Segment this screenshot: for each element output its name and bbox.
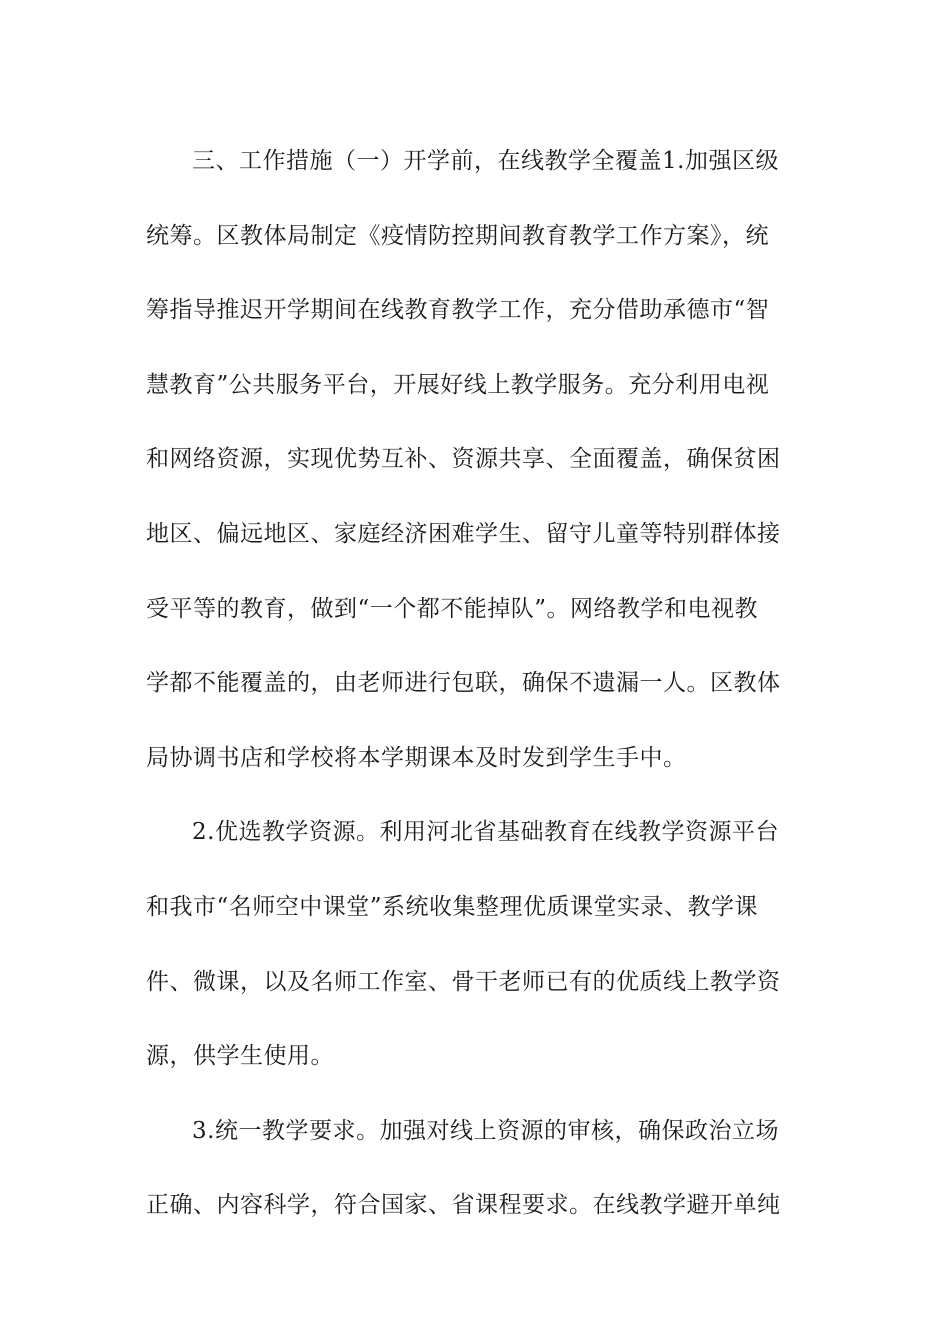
text-line: 统筹。区教体局制定《疫情防控期间教育教学工作方案》，统 xyxy=(146,222,769,249)
text-line: 局协调书店和学校将本学期课本及时发到学生手中。 xyxy=(146,744,687,771)
body-text xyxy=(146,124,806,1243)
text-line: 和我市“名师空中课堂”系统收集整理优质课堂实录、教学课 xyxy=(146,893,759,920)
text-line: 件、微课，以及名师工作室、骨干老师已有的优质线上教学资 xyxy=(146,968,781,995)
text-line: 筹指导推迟开学期间在线教育教学工作，充分借助承德市“智 xyxy=(146,297,770,324)
text-line: 2.优选教学资源。利用河北省基础教育在线教学资源平台 xyxy=(192,819,779,846)
text-line: 3.统一教学要求。加强对线上资源的审核，确保政治立场 xyxy=(192,1117,779,1144)
text-line: 源，供学生使用。 xyxy=(146,1043,334,1070)
text-line: 受平等的教育，做到“一个都不能掉队”。网络教学和电视教 xyxy=(146,595,759,622)
text-line: 正确、内容科学，符合国家、省课程要求。在线教学避开单纯 xyxy=(146,1192,781,1219)
text-line: 学都不能覆盖的，由老师进行包联，确保不遗漏一人。区教体 xyxy=(146,670,781,697)
text-line: 三、工作措施（一）开学前，在线教学全覆盖1.加强区级 xyxy=(192,148,779,174)
text-line: 地区、偏远地区、家庭经济困难学生、留守儿童等特别群体接 xyxy=(146,520,781,547)
text-line: 和网络资源，实现优势互补、资源共享、全面覆盖，确保贫困 xyxy=(146,446,781,473)
text-line: 慧教育”公共服务平台，开展好线上教学服务。充分利用电视 xyxy=(146,371,770,398)
